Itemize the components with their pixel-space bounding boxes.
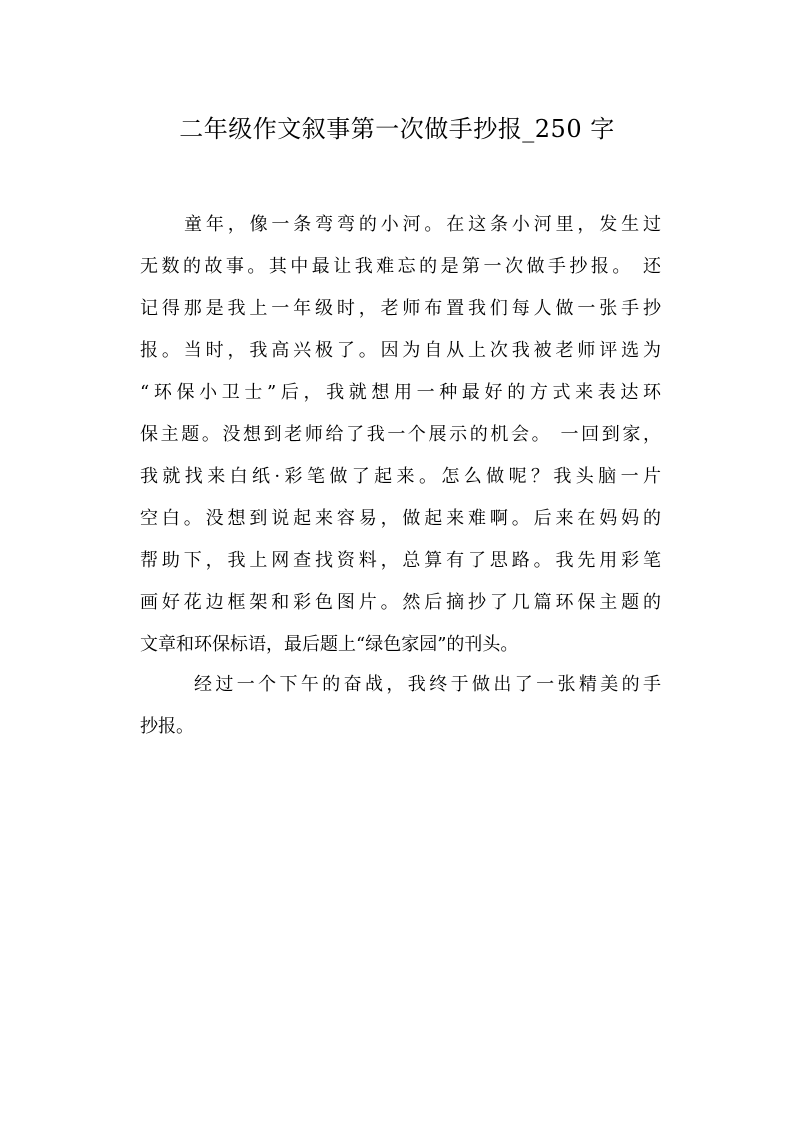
paragraph-line: 记得那是我上一年级时，老师布置我们每人做一张手抄 — [140, 298, 661, 319]
paragraph-line: 报。当时，我高兴极了。因为自从上次我被老师评选为 — [140, 340, 661, 361]
paragraph-line: “环保小卫士”后，我就想用一种最好的方式来表达环 — [140, 382, 661, 403]
paragraph-line: 我就找来白纸·彩笔做了起来。怎么做呢？我头脑一片 — [140, 466, 661, 487]
paragraph-line: 空白。没想到说起来容易，做起来难啊。后来在妈妈的 — [140, 508, 661, 529]
paragraph-line: 童年，像一条弯弯的小河。在这条小河里，发生过 — [184, 214, 661, 235]
paragraph-line: 文章和环保标语，最后题上“绿色家园”的刊头。 — [140, 634, 519, 655]
paragraph-line: 保主题。没想到老师给了我一个展示的机会。 一回到家， — [140, 424, 661, 445]
paragraph-line: 抄报。 — [140, 716, 194, 737]
paragraph-line: 经过一个下午的奋战，我终于做出了一张精美的手 — [194, 674, 661, 695]
paragraph-line: 画好花边框架和彩色图片。然后摘抄了几篇环保主题的 — [140, 592, 661, 613]
paragraph-line: 帮助下，我上网查找资料，总算有了思路。我先用彩笔 — [140, 550, 661, 571]
paragraph-line: 无数的故事。其中最让我难忘的是第一次做手抄报。 还 — [140, 256, 661, 277]
document-title: 二年级作文叙事第一次做手抄报_250 字 — [179, 115, 615, 143]
